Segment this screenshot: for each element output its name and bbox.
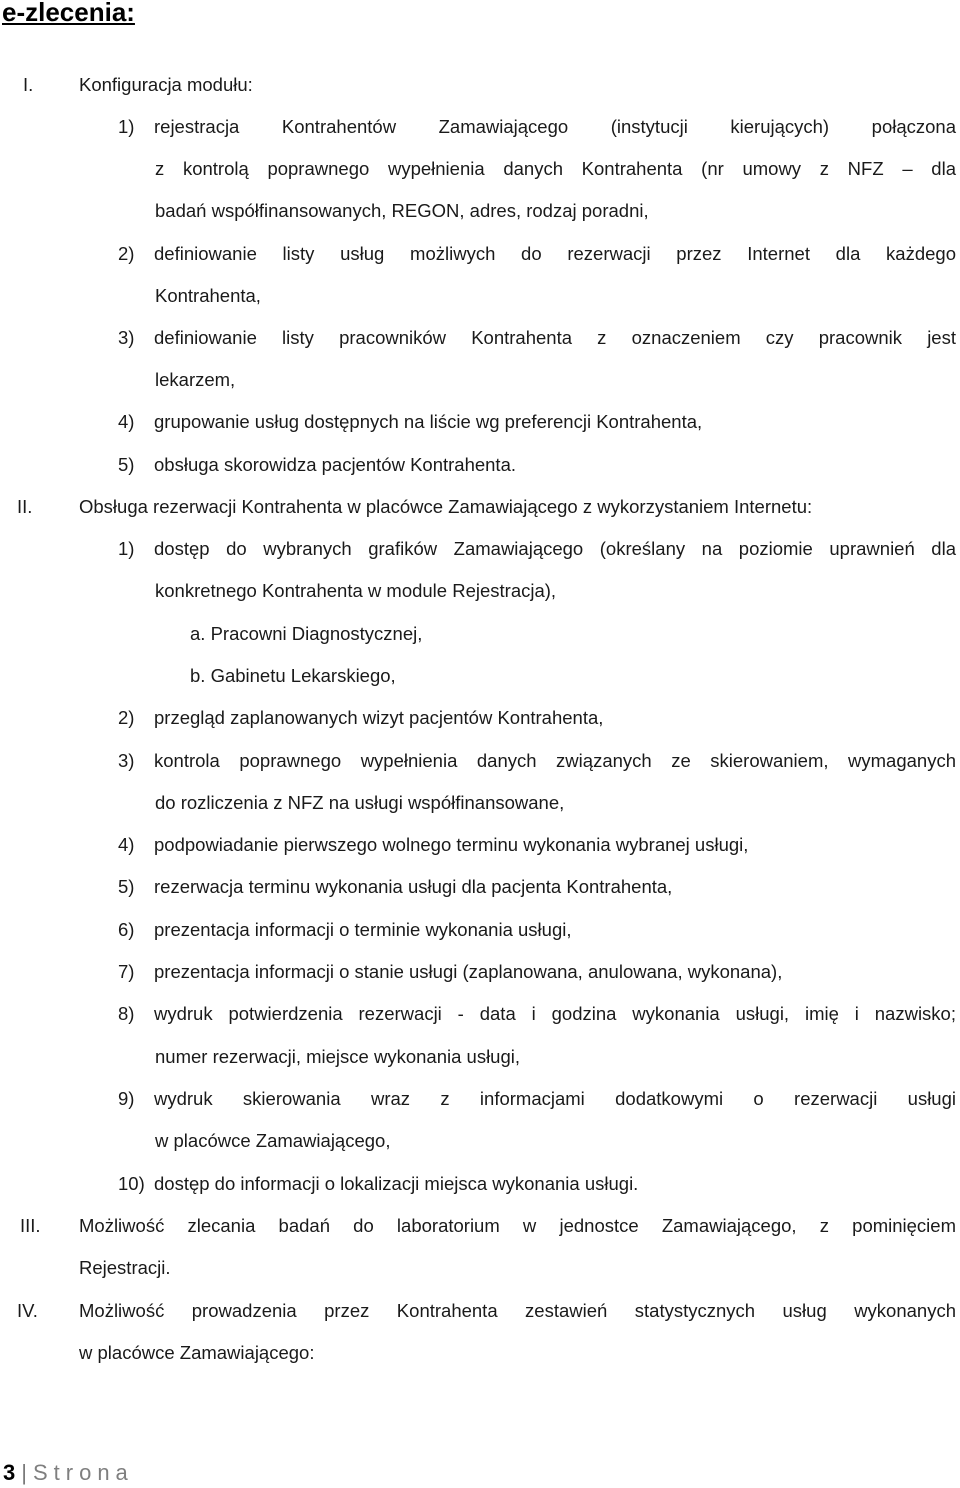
section-4-text-continuation: w placówce Zamawiającego: (79, 1342, 315, 1363)
list-item: 2) przegląd zaplanowanych wizyt pacjentów Kontrahenta, (118, 707, 604, 728)
list-item: 6) prezentacja informacji o terminie wykonania usługi, (118, 919, 572, 940)
list-item: 10) dostęp do informacji o lokalizacji miejsca wykonania usługi. (118, 1173, 639, 1194)
list-item: 5) rezerwacja terminu wykonania usługi dla pacjenta Kontrahenta, (118, 876, 673, 897)
footer-separator: | (21, 1460, 27, 1485)
sub-item: b. Gabinetu Lekarskiego, (190, 665, 396, 686)
list-item-continuation: w placówce Zamawiającego, (155, 1130, 391, 1151)
section-1-heading: Konfiguracja modułu: (79, 74, 253, 95)
footer-label: Strona (32, 1460, 134, 1485)
section-2-numeral: II. (17, 496, 33, 517)
page-footer (3, 1460, 134, 1486)
section-2-heading: Obsługa rezerwacji Kontrahenta w placówce Zamawiającego z wykorzystaniem Internetu: (79, 496, 813, 517)
list-item: 8) wydruk potwierdzenia rezerwacji - data i godzina wykonania usługi, imię i nazwisko; (118, 1003, 956, 1024)
list-item: 7) prezentacja informacji o stanie usługi (zaplanowana, anulowana, wykonana), (118, 961, 783, 982)
section-4-numeral: IV. (17, 1300, 38, 1321)
page-number: 3 (3, 1460, 16, 1485)
list-item-continuation: numer rezerwacji, miejsce wykonania usługi, (155, 1046, 521, 1067)
list-item: 9) wydruk skierowania wraz z informacjami dodatkowymi o rezerwacji usługi (118, 1088, 956, 1109)
page-title: e-zlecenia: (2, 0, 135, 27)
sub-item: a. Pracowni Diagnostycznej, (190, 623, 423, 644)
list-item-continuation: Kontrahenta, (155, 285, 261, 306)
list-item: 1) dostęp do wybranych grafików Zamawiającego (określany na poziomie uprawnień dla (118, 538, 956, 559)
list-item: 4) grupowanie usług dostępnych na liście wg preferencji Kontrahenta, (118, 411, 703, 432)
list-item: 3) definiowanie listy pracowników Kontrahenta z oznaczeniem czy pracownik jest (118, 327, 956, 348)
section-1-numeral: I. (23, 74, 34, 95)
list-item: 2) definiowanie listy usług możliwych do rezerwacji przez Internet dla każdego (118, 243, 956, 264)
list-item-continuation: badań współfinansowanych, REGON, adres, rodzaj poradni, (155, 200, 649, 221)
section-3-text: Możliwość zlecania badań do laboratorium w jednostce Zamawiającego, z pominięciem (79, 1215, 956, 1236)
list-item: 1) rejestracja Kontrahentów Zamawiającego (instytucji kierujących) połączona (118, 116, 956, 137)
list-item-continuation: konkretnego Kontrahenta w module Rejestracja), (155, 580, 557, 601)
section-3-numeral: III. (20, 1215, 41, 1236)
section-3-text-continuation: Rejestracji. (79, 1257, 171, 1278)
list-item: 3) kontrola poprawnego wypełnienia danych związanych ze skierowaniem, wymaganych (118, 750, 956, 771)
section-4-text: Możliwość prowadzenia przez Kontrahenta zestawień statystycznych usług wykonanych (79, 1300, 956, 1321)
list-item: 4) podpowiadanie pierwszego wolnego terminu wykonania wybranej usługi, (118, 834, 749, 855)
list-item-continuation: do rozliczenia z NFZ na usługi współfinansowane, (155, 792, 565, 813)
list-item: 5) obsługa skorowidza pacjentów Kontrahenta. (118, 454, 517, 475)
list-item-continuation: lekarzem, (155, 369, 236, 390)
list-item-continuation: z kontrolą poprawnego wypełnienia danych Kontrahenta (nr umowy z NFZ – dla (155, 158, 956, 179)
